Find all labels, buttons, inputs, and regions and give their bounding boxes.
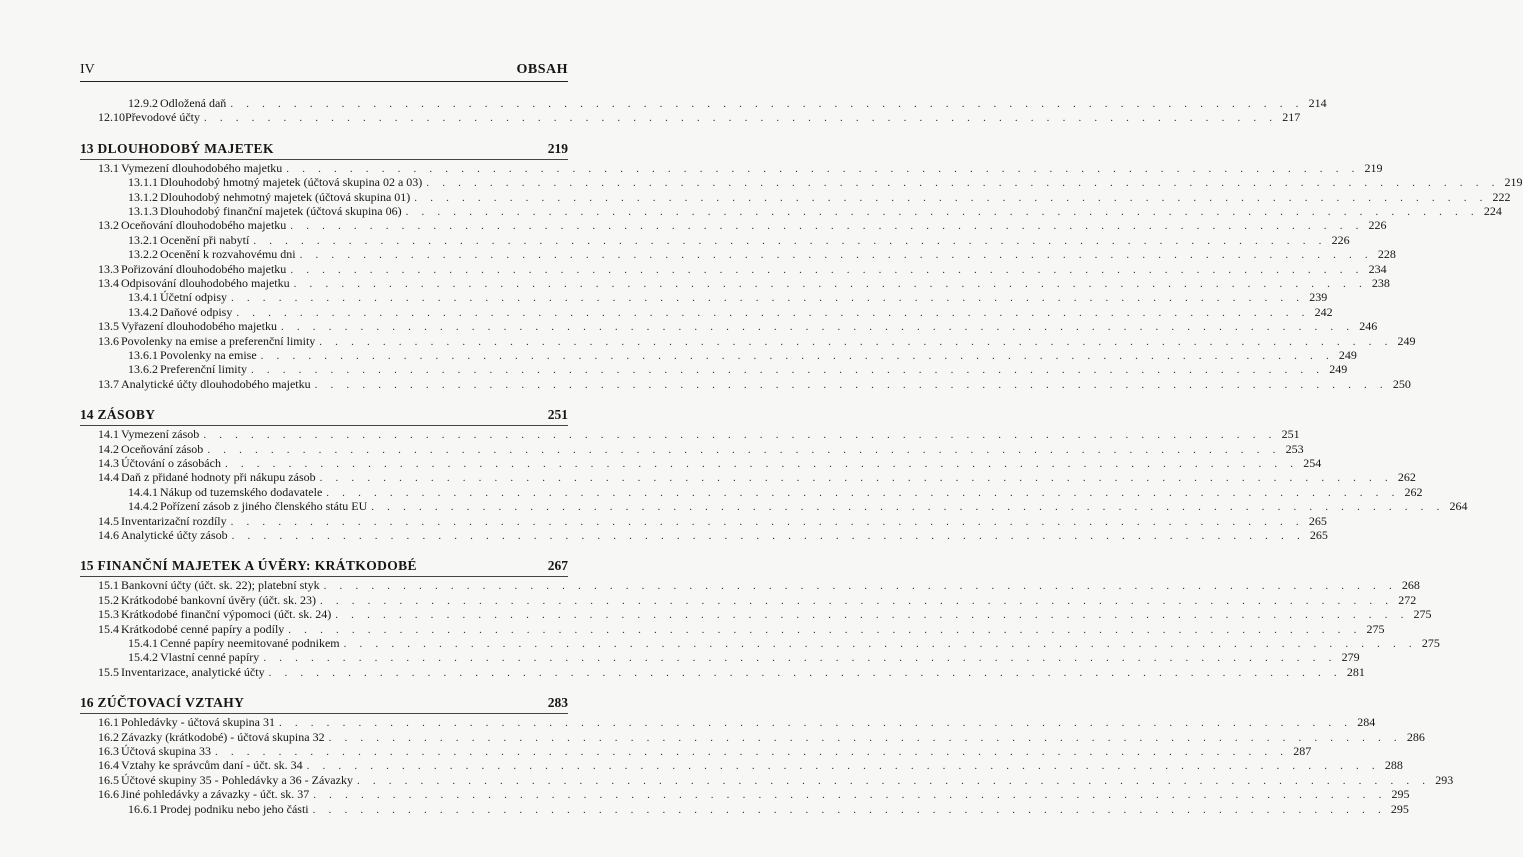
section-title: Inventarizace, analytické účty: [121, 664, 265, 679]
page-ref: 262: [1404, 484, 1423, 499]
dot-leader: . . . . . . . . . . . . . . . . . . . . . . . . . . . . . . . . . . . . . . . . . . . . . . . . . . . . . . . . . . . . . . . . . . . .: [319, 594, 1394, 607]
section-number: 14.4.1: [128, 484, 158, 499]
page-ref: 246: [1359, 319, 1378, 334]
section-title: Jiné pohledávky a závazky - účt. sk. 37: [121, 787, 310, 802]
dot-leader: . . . . . . . . . . . . . . . . . . . . . . . . . . . . . . . . . . . . . . . . . . . . . . . . . . . . . . . . . . . . . . . . . . . .: [230, 98, 1304, 110]
dot-leader: . . . . . . . . . . . . . . . . . . . . . . . . . . . . . . . . . . . . . . . . . . . . . . . . . . . . . . . . . . . . . . . . . . . .: [203, 112, 1278, 125]
section-title: Nákup od tuzemského dodavatele: [160, 484, 323, 499]
section-title: Bankovní účty (účt. sk. 22); platební styk: [121, 578, 320, 593]
section-title: Účtová skupina 33: [121, 744, 211, 758]
dot-leader: . . . . . . . . . . . . . . . . . . . . . . . . . . . . . . . . . . . . . . . . . . . . . . . . . . . . . . . . . . . . . . . . . . . .: [250, 364, 1325, 377]
section-title: Krátkodobé cenné papíry a podíly: [121, 621, 285, 636]
section-number: 13.4: [98, 276, 119, 290]
page-ref: 250: [1392, 376, 1411, 391]
chapter-number: 13: [80, 140, 94, 156]
section-title: Cenné papíry neemitované podnikem: [160, 636, 340, 650]
toc-entry[interactable]: [80, 456, 1322, 471]
section-title: Analytické účty zásob: [121, 528, 228, 542]
page-ref: 284: [1357, 715, 1376, 730]
section-number: 15.3: [98, 607, 119, 622]
dot-leader: . . . . . . . . . . . . . . . . . . . . . . . . . . . . . . . . . . . . . . . . . . . . . . . . . . . . . . . . . . . . . . . . . . . .: [214, 746, 1289, 758]
toc-entry[interactable]: [80, 470, 1416, 485]
toc-entry[interactable]: [80, 441, 1304, 457]
page-ref: 286: [1406, 729, 1425, 744]
dot-leader: . . . . . . . . . . . . . . . . . . . . . . . . . . . . . . . . . . . . . . . . . . . . . . . . . . . . . . . . . . . . . . . . . . . .: [328, 731, 1402, 744]
section-number: 13.4.1: [128, 290, 158, 305]
section-number: 13.5: [98, 319, 119, 334]
toc-entry[interactable]: [80, 348, 1357, 363]
page-ref: 219: [1364, 160, 1383, 175]
toc-entry[interactable]: [80, 621, 1385, 637]
dot-leader: . . . . . . . . . . . . . . . . . . . . . . . . . . . . . . . . . . . . . . . . . . . . . . . . . . . . . . . . . . . . . . . . . . . .: [293, 278, 1367, 290]
section-number: 13.3: [98, 261, 119, 276]
dot-leader: . . . . . . . . . . . . . . . . . . . . . . . . . . . . . . . . . . . . . . . . . . . . . . . . . . . . . . . . . . . . . . . . . . . .: [414, 191, 1488, 204]
chapter-rule: [80, 425, 568, 426]
section-title: Odpisování dlouhodobého majetku: [121, 276, 290, 290]
toc-entry[interactable]: [80, 744, 1312, 759]
chapter-heading[interactable]: [80, 695, 568, 713]
dot-leader: . . . . . . . . . . . . . . . . . . . . . . . . . . . . . . . . . . . . . . . . . . . . . . . . . . . . . . . . . . . . . . . . . . . .: [319, 335, 1393, 348]
chapter-title: ZÁSOBY: [97, 407, 156, 423]
section-title: Pohledávky - účtová skupina 31: [121, 715, 275, 730]
section-number: 15.2: [98, 592, 119, 607]
toc-entry[interactable]: [80, 578, 1420, 593]
page-title: OBSAH: [516, 62, 568, 77]
page-ref: 226: [1331, 232, 1350, 247]
page-ref: 242: [1314, 304, 1333, 319]
section-title: Daň z přidané hodnoty při nákupu zásob: [121, 470, 316, 485]
page-ref: 239: [1309, 290, 1328, 305]
toc-entry[interactable]: [80, 664, 1365, 680]
chapter-number: 14: [80, 407, 94, 423]
section-number: 13.6: [98, 333, 119, 348]
section-title: Analytické účty dlouhodobého majetku: [121, 376, 311, 391]
chapter-title: ZÚČTOVACÍ VZTAHY: [97, 695, 245, 711]
page-ref: 222: [1492, 189, 1511, 204]
toc-entry[interactable]: [80, 787, 1410, 802]
toc-entry[interactable]: [80, 636, 1440, 651]
page-ref: 281: [1346, 664, 1365, 679]
section-number: 14.1: [98, 427, 119, 442]
dot-leader: . . . . . . . . . . . . . . . . . . . . . . . . . . . . . . . . . . . . . . . . . . . . . . . . . . . . . . . . . . . . . . . . . . . .: [268, 666, 1342, 679]
section-title: Vymezení zásob: [121, 427, 200, 442]
toc-entry[interactable]: [80, 592, 1417, 608]
section-title: Oceňování dlouhodobého majetku: [121, 218, 287, 233]
toc-entry[interactable]: [80, 513, 1327, 529]
page-ref: 249: [1329, 362, 1348, 377]
page-ref: 253: [1285, 441, 1304, 456]
section-number: 12.9.2: [128, 96, 158, 110]
section-number: 14.2: [98, 441, 119, 456]
dot-leader: . . . . . . . . . . . . . . . . . . . . . . . . . . . . . . . . . . . . . . . . . . . . . . . . . . . . . . . . . . . . . . . . . . . .: [314, 378, 1388, 391]
toc-entry[interactable]: [80, 427, 1300, 442]
page-ref: 219: [1504, 175, 1523, 190]
dot-leader: . . . . . . . . . . . . . . . . . . . . . . . . . . . . . . . . . . . . . . . . . . . . . . . . . . . . . . . . . . . . . . . . . . . .: [290, 263, 1364, 276]
dot-leader: . . . . . . . . . . . . . . . . . . . . . . . . . . . . . . . . . . . . . . . . . . . . . . . . . . . . . . . . . . . . . . . . . . . .: [313, 789, 1387, 802]
dot-leader: . . . . . . . . . . . . . . . . . . . . . . . . . . . . . . . . . . . . . . . . . . . . . . . . . . . . . . . . . . . . . . . . . . . .: [231, 530, 1305, 542]
section-title: Ocenění k rozvahovému dni: [160, 247, 296, 262]
toc-entry[interactable]: [80, 96, 1327, 111]
section-title: Odložená daň: [160, 96, 227, 110]
page-ref: 295: [1391, 787, 1410, 802]
chapter-heading[interactable]: [80, 141, 568, 159]
dot-leader: . . . . . . . . . . . . . . . . . . . . . . . . . . . . . . . . . . . . . . . . . . . . . . . . . . . . . . . . . . . . . . . . . . . .: [343, 638, 1417, 650]
section-number: 13.2.1: [128, 232, 158, 247]
dot-leader: . . . . . . . . . . . . . . . . . . . . . . . . . . . . . . . . . . . . . . . . . . . . . . . . . . . . . . . . . . . . . . . . . . . .: [278, 717, 1353, 730]
toc-entry[interactable]: [80, 772, 1454, 788]
chapter-title: FINANČNÍ MAJETEK A ÚVĚRY: KRÁTKODOBÉ: [97, 558, 417, 574]
section-number: 16.6: [98, 787, 119, 802]
toc-entry[interactable]: [80, 160, 1383, 176]
page-ref: 295: [1390, 801, 1409, 816]
page-header: [80, 62, 568, 78]
section-title: Prodej podniku nebo jeho části: [160, 801, 309, 816]
section-number: 13.2: [98, 218, 119, 233]
page-ref: 272: [1398, 592, 1417, 607]
page-number: IV: [80, 62, 95, 77]
toc-entry[interactable]: [80, 290, 1328, 305]
section-title: Povolenky na emise: [160, 348, 257, 362]
section-title: Závazky (krátkodobé) - účtová skupina 32: [121, 729, 325, 744]
dot-leader: . . . . . . . . . . . . . . . . . . . . . . . . . . . . . . . . . . . . . . . . . . . . . . . . . . . . . . . . . . . . . . . . . . . .: [306, 760, 1380, 773]
page-ref: 228: [1377, 247, 1396, 262]
section-title: Účtové skupiny 35 - Pohledávky a 36 - Závazky: [121, 772, 353, 787]
chapter-rule: [80, 159, 568, 160]
section-number: 13.7: [98, 376, 119, 391]
page-ref: 214: [1308, 96, 1327, 110]
toc-entry[interactable]: [80, 276, 1390, 291]
dot-leader: . . . . . . . . . . . . . . . . . . . . . . . . . . . . . . . . . . . . . . . . . . . . . . . . . . . . . . . . . . . . . . . . . . . .: [230, 515, 1304, 528]
toc-entry[interactable]: [80, 528, 1328, 543]
dot-leader: . . . . . . . . . . . . . . . . . . . . . . . . . . . . . . . . . . . . . . . . . . . . . . . . . . . . . . . . . . . . . . . . . . . .: [319, 472, 1393, 485]
section-title: Účtování o zásobách: [121, 456, 221, 470]
section-title: Dlouhodobý nehmotný majetek (účtová skupina 01): [160, 189, 411, 204]
toc-entry[interactable]: [80, 376, 1411, 392]
page-ref: 264: [1449, 499, 1468, 514]
page-ref: 265: [1308, 513, 1327, 528]
section-title: Inventarizační rozdíly: [121, 513, 227, 528]
section-number: 13.1: [98, 160, 119, 175]
dot-leader: . . . . . . . . . . . . . . . . . . . . . . . . . . . . . . . . . . . . . . . . . . . . . . . . . . . . . . . . . . . . . . . . . . . .: [405, 206, 1479, 218]
section-title: Krátkodobé bankovní úvěry (účt. sk. 23): [121, 592, 316, 607]
dot-leader: . . . . . . . . . . . . . . . . . . . . . . . . . . . . . . . . . . . . . . . . . . . . . . . . . . . . . . . . . . . . . . . . . . . .: [236, 306, 1310, 319]
section-title: Dlouhodobý hmotný majetek (účtová skupina 02 a 03): [160, 175, 423, 190]
page-ref: 226: [1368, 218, 1387, 233]
dot-leader: . . . . . . . . . . . . . . . . . . . . . . . . . . . . . . . . . . . . . . . . . . . . . . . . . . . . . . . . . . . . . . . . . . . .: [260, 350, 1334, 362]
dot-leader: . . . . . . . . . . . . . . . . . . . . . . . . . . . . . . . . . . . . . . . . . . . . . . . . . . . . . . . . . . . . . . . . . . . .: [203, 429, 1277, 442]
toc-entry[interactable]: [80, 110, 1301, 125]
dot-leader: . . . . . . . . . . . . . . . . . . . . . . . . . . . . . . . . . . . . . . . . . . . . . . . . . . . . . . . . . . . . . . . . . . . .: [371, 501, 1445, 514]
page-ref: 268: [1401, 578, 1420, 593]
page-ref: 238: [1371, 276, 1390, 290]
section-title: Ocenění při nabytí: [160, 232, 250, 247]
dot-leader: . . . . . . . . . . . . . . . . . . . . . . . . . . . . . . . . . . . . . . . . . . . . . . . . . . . . . . . . . . . . . . . . . . . .: [326, 486, 1400, 499]
section-number: 15.4.2: [128, 650, 158, 665]
section-number: 15.5: [98, 664, 119, 679]
section-title: Pořizování dlouhodobého majetku: [121, 261, 287, 276]
dot-leader: . . . . . . . . . . . . . . . . . . . . . . . . . . . . . . . . . . . . . . . . . . . . . . . . . . . . . . . . . . . . . . . . . . . .: [312, 803, 1386, 816]
toc-entry[interactable]: [80, 261, 1387, 277]
page-ref: 275: [1366, 621, 1385, 636]
section-number: 14.4.2: [128, 499, 158, 514]
chapter-rule: [80, 713, 568, 714]
dot-leader: . . . . . . . . . . . . . . . . . . . . . . . . . . . . . . . . . . . . . . . . . . . . . . . . . . . . . . . . . . . . . . . . . . . .: [231, 292, 1305, 305]
toc-entry[interactable]: [80, 607, 1432, 622]
section-title: Vymezení dlouhodobého majetku: [121, 160, 283, 175]
section-title: Povolenky na emise a preferenční limity: [121, 333, 316, 348]
section-title: Dlouhodobý finanční majetek (účtová skupina 06): [160, 204, 402, 218]
section-number: 14.6: [98, 528, 119, 542]
toc-entry[interactable]: [80, 650, 1360, 665]
toc-entry[interactable]: [80, 304, 1333, 320]
section-number: 13.1.1: [128, 175, 158, 190]
page-ref: 275: [1421, 636, 1440, 650]
dot-leader: . . . . . . . . . . . . . . . . . . . . . . . . . . . . . . . . . . . . . . . . . . . . . . . . . . . . . . . . . . . . . . . . . . . .: [288, 623, 1362, 636]
toc-entry[interactable]: [80, 247, 1396, 262]
section-number: 13.2.2: [128, 247, 158, 262]
page-ref: 249: [1338, 348, 1357, 362]
section-title: Pořízení zásob z jiného členského státu EU: [160, 499, 368, 514]
toc-entry[interactable]: [80, 499, 1468, 514]
page-ref: 254: [1303, 456, 1322, 470]
section-number: 15.4: [98, 621, 119, 636]
section-number: 13.1.3: [128, 204, 158, 218]
chapter-heading[interactable]: [80, 558, 568, 576]
section-title: Preferenční limity: [160, 362, 247, 377]
page-ref: 265: [1309, 528, 1328, 542]
section-number: 16.3: [98, 744, 119, 758]
toc-entry[interactable]: [80, 758, 1403, 773]
toc-entry[interactable]: [80, 729, 1425, 745]
section-title: Vyřazení dlouhodobého majetku: [121, 319, 277, 334]
section-number: 14.4: [98, 470, 119, 485]
toc-entry[interactable]: [80, 333, 1416, 349]
chapter-title: DLOUHODOBÝ MAJETEK: [97, 140, 274, 156]
toc-entry[interactable]: [80, 189, 1511, 205]
section-number: 16.6.1: [128, 801, 158, 816]
toc-entry[interactable]: [80, 218, 1387, 233]
section-number: 14.5: [98, 513, 119, 528]
dot-leader: . . . . . . . . . . . . . . . . . . . . . . . . . . . . . . . . . . . . . . . . . . . . . . . . . . . . . . . . . . . . . . . . . . . .: [253, 234, 1327, 247]
section-number: 16.1: [98, 715, 119, 730]
dot-leader: . . . . . . . . . . . . . . . . . . . . . . . . . . . . . . . . . . . . . . . . . . . . . . . . . . . . . . . . . . . . . . . . . . . .: [323, 580, 1397, 593]
dot-leader: . . . . . . . . . . . . . . . . . . . . . . . . . . . . . . . . . . . . . . . . . . . . . . . . . . . . . . . . . . . . . . . . . . . .: [263, 652, 1337, 665]
chapter-page: 267: [547, 558, 568, 574]
section-number: 12.10: [98, 110, 125, 125]
toc-entry[interactable]: [80, 319, 1378, 334]
section-title: Vztahy ke správcům daní - účt. sk. 34: [121, 758, 303, 773]
header-rule: [80, 81, 568, 82]
dot-leader: . . . . . . . . . . . . . . . . . . . . . . . . . . . . . . . . . . . . . . . . . . . . . . . . . . . . . . . . . . . . . . . . . . . .: [426, 177, 1500, 190]
section-number: 15.1: [98, 578, 119, 593]
section-number: 14.3: [98, 456, 119, 470]
chapter-page: 219: [547, 140, 568, 156]
chapter-page: 283: [547, 695, 568, 711]
dot-leader: . . . . . . . . . . . . . . . . . . . . . . . . . . . . . . . . . . . . . . . . . . . . . . . . . . . . . . . . . . . . . . . . . . . .: [335, 609, 1409, 622]
page-ref: 275: [1413, 607, 1432, 622]
page-ref: 262: [1397, 470, 1416, 485]
toc-entry[interactable]: [80, 232, 1350, 248]
page-ref: 251: [1281, 427, 1300, 442]
section-number: 16.2: [98, 729, 119, 744]
page-ref: 288: [1384, 758, 1403, 773]
page-ref: 279: [1341, 650, 1360, 665]
toc-entry[interactable]: [80, 801, 1409, 817]
page-ref: 234: [1368, 261, 1387, 276]
section-title: Účetní odpisy: [160, 290, 227, 305]
dot-leader: . . . . . . . . . . . . . . . . . . . . . . . . . . . . . . . . . . . . . . . . . . . . . . . . . . . . . . . . . . . . . . . . . . . .: [280, 321, 1355, 334]
dot-leader: . . . . . . . . . . . . . . . . . . . . . . . . . . . . . . . . . . . . . . . . . . . . . . . . . . . . . . . . . . . . . . . . . . . .: [207, 443, 1281, 456]
dot-leader: . . . . . . . . . . . . . . . . . . . . . . . . . . . . . . . . . . . . . . . . . . . . . . . . . . . . . . . . . . . . . . . . . . . .: [299, 249, 1373, 262]
chapter-page: 251: [547, 407, 568, 423]
toc-entry[interactable]: [80, 204, 1502, 219]
dot-leader: . . . . . . . . . . . . . . . . . . . . . . . . . . . . . . . . . . . . . . . . . . . . . . . . . . . . . . . . . . . . . . . . . . . .: [224, 458, 1299, 470]
toc-entry[interactable]: [80, 362, 1348, 377]
section-number: 13.6.2: [128, 362, 158, 377]
page-ref: 224: [1483, 204, 1502, 218]
section-number: 13.1.2: [128, 189, 158, 204]
dot-leader: . . . . . . . . . . . . . . . . . . . . . . . . . . . . . . . . . . . . . . . . . . . . . . . . . . . . . . . . . . . . . . . . . . . .: [290, 220, 1364, 233]
toc-entry[interactable]: [80, 484, 1423, 500]
section-title: Převodové účty: [125, 110, 200, 125]
chapter-number: 16: [80, 695, 94, 711]
page-ref: 217: [1282, 110, 1301, 125]
section-number: 16.4: [98, 758, 119, 773]
dot-leader: . . . . . . . . . . . . . . . . . . . . . . . . . . . . . . . . . . . . . . . . . . . . . . . . . . . . . . . . . . . . . . . . . . . .: [356, 774, 1431, 787]
section-number: 15.4.1: [128, 636, 158, 650]
dot-leader: . . . . . . . . . . . . . . . . . . . . . . . . . . . . . . . . . . . . . . . . . . . . . . . . . . . . . . . . . . . . . . . . . . . .: [286, 162, 1360, 175]
section-number: 16.5: [98, 772, 119, 787]
section-title: Vlastní cenné papíry: [160, 650, 260, 665]
section-title: Oceňování zásob: [121, 441, 204, 456]
section-number: 13.4.2: [128, 304, 158, 319]
section-title: Krátkodobé finanční výpomoci (účt. sk. 24): [121, 607, 332, 622]
page-ref: 249: [1397, 333, 1416, 348]
page-ref: 287: [1293, 744, 1312, 758]
chapter-rule: [80, 576, 568, 577]
toc-entry[interactable]: [80, 715, 1376, 730]
section-title: Daňové odpisy: [160, 304, 233, 319]
chapter-heading[interactable]: [80, 407, 568, 425]
section-number: 13.6.1: [128, 348, 158, 362]
page-ref: 293: [1435, 772, 1454, 787]
toc-entry[interactable]: [80, 175, 1523, 190]
chapter-number: 15: [80, 558, 94, 574]
